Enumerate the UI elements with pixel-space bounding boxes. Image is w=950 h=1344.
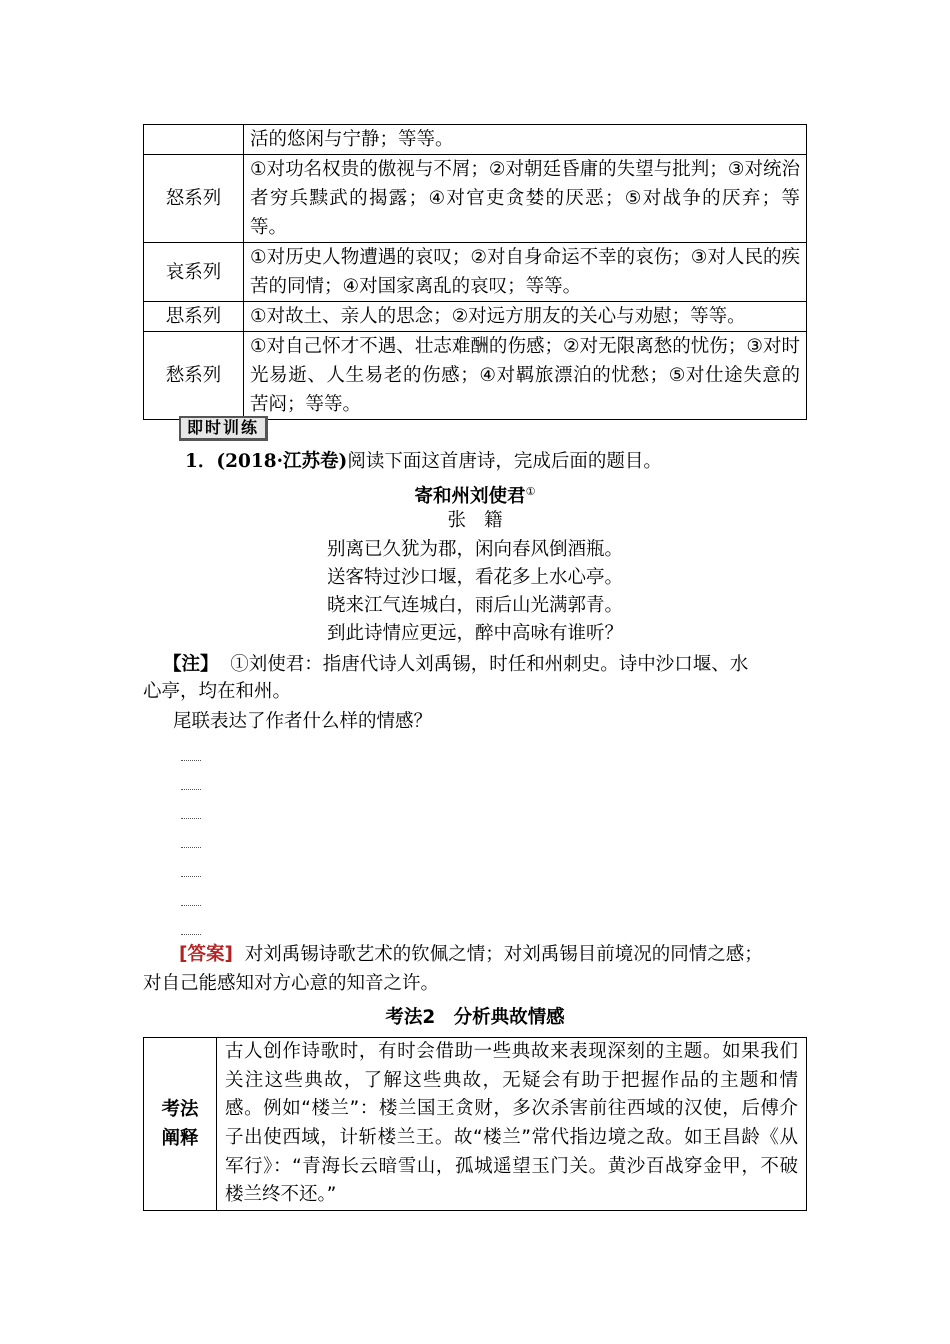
question-source: (2018·江苏卷) bbox=[216, 451, 348, 472]
question-ask: 尾联表达了作者什么样的情感？ bbox=[173, 711, 433, 732]
description-cell: 活的悠闲与宁静；等等。 bbox=[244, 125, 807, 155]
poem-line: 晓来江气连城白，雨后山光满郭青。 bbox=[326, 595, 623, 616]
answer-line-continued: 对自己能感知对方心意的知音之许。 bbox=[143, 973, 440, 994]
answer-blank-line bbox=[181, 818, 201, 819]
description-cell: ①对自己怀才不遇、壮志难酬的伤感；②对无限离愁的忧伤；③对时光易逝、人生易老的伤感；④对羁旅漂泊的忧愁；⑤对仕途失意的苦闷；等等。 bbox=[244, 332, 807, 420]
question-line bbox=[185, 448, 662, 476]
description-cell: ①对功名权贵的傲视与不屑；②对朝廷昏庸的失望与批判；③对统治者穷兵黩武的揭露；④对官吏贪婪的厌恶；⑤对战争的厌弃；等等。 bbox=[244, 155, 807, 243]
description-cell: ①对故土、亲人的思念；②对远方朋友的关心与劝慰；等等。 bbox=[244, 302, 807, 332]
table-row bbox=[144, 155, 807, 243]
answer-blank-line bbox=[181, 934, 201, 935]
method-description-cell: 古人创作诗歌时，有时会借助一些典故来表现深刻的主题。如果我们关注这些典故，了解这些典故，无疑会有助于把握作品的主题和情感。例如“楼兰”：楼兰国王贪财，多次杀害前往西域的汉使，后傅介子出使西域，计斩楼兰王。故“楼兰”常代指边境之敌。如王昌龄《从军行》：“青海长云暗雪山，孤城遥望玉门关。黄沙百战穿金甲，不破楼兰终不还。” bbox=[217, 1038, 807, 1211]
poem-line: 送客特过沙口堰，看花多上水心亭。 bbox=[326, 567, 623, 588]
poem-author: 张籍 bbox=[447, 510, 521, 531]
table-row bbox=[144, 332, 807, 420]
method-label-line: 阐释 bbox=[161, 1128, 199, 1149]
table-row bbox=[144, 243, 807, 302]
answer-line bbox=[179, 941, 763, 969]
category-cell: 思系列 bbox=[144, 302, 244, 332]
section-title: 考法2 分析典故情感 bbox=[385, 1007, 565, 1028]
category-cell: 哀系列 bbox=[144, 243, 244, 302]
poem-line: 别离已久犹为郡，闲向春风倒酒瓶。 bbox=[326, 539, 623, 560]
poem-title-text: 寄和州刘使君 bbox=[414, 486, 526, 508]
note-label: 【注】 bbox=[163, 654, 219, 675]
table-row bbox=[144, 125, 807, 155]
answer-blank-line bbox=[181, 847, 201, 848]
answer-text: 对刘禹锡诗歌艺术的钦佩之情；对刘禹锡目前境况的同情之感； bbox=[244, 944, 763, 965]
question-number: 1． bbox=[185, 451, 217, 472]
practice-badge: 即时训练 bbox=[179, 416, 268, 441]
answer-blank-line bbox=[181, 789, 201, 790]
answer-label: [答案] bbox=[179, 944, 233, 965]
method-label-line: 考法 bbox=[161, 1099, 199, 1120]
method-table bbox=[143, 1037, 807, 1211]
note-line bbox=[163, 651, 748, 679]
answer-blank-line bbox=[181, 905, 201, 906]
category-cell bbox=[144, 125, 244, 155]
note-text: ①刘使君：指唐代诗人刘禹锡，时任和州刺史。诗中沙口堰、水 bbox=[230, 654, 749, 675]
question-prompt: 阅读下面这首唐诗，完成后面的题目。 bbox=[347, 451, 662, 472]
note-line-continued: 心亭，均在和州。 bbox=[143, 681, 292, 702]
emotion-category-table bbox=[143, 124, 807, 420]
category-cell: 愁系列 bbox=[144, 332, 244, 420]
category-cell: 怒系列 bbox=[144, 155, 244, 243]
footnote-mark: ① bbox=[525, 485, 536, 498]
table-row bbox=[144, 302, 807, 332]
poem-line: 到此诗情应更远，醉中高咏有谁听？ bbox=[326, 623, 623, 644]
answer-blank-line bbox=[181, 876, 201, 877]
table-row bbox=[144, 1038, 807, 1211]
description-cell: ①对历史人物遭遇的哀叹；②对自身命运不幸的哀伤；③对人民的疾苦的同情；④对国家离乱的哀叹；等等。 bbox=[244, 243, 807, 302]
method-label-cell bbox=[144, 1038, 217, 1211]
answer-blank-line bbox=[181, 760, 201, 761]
